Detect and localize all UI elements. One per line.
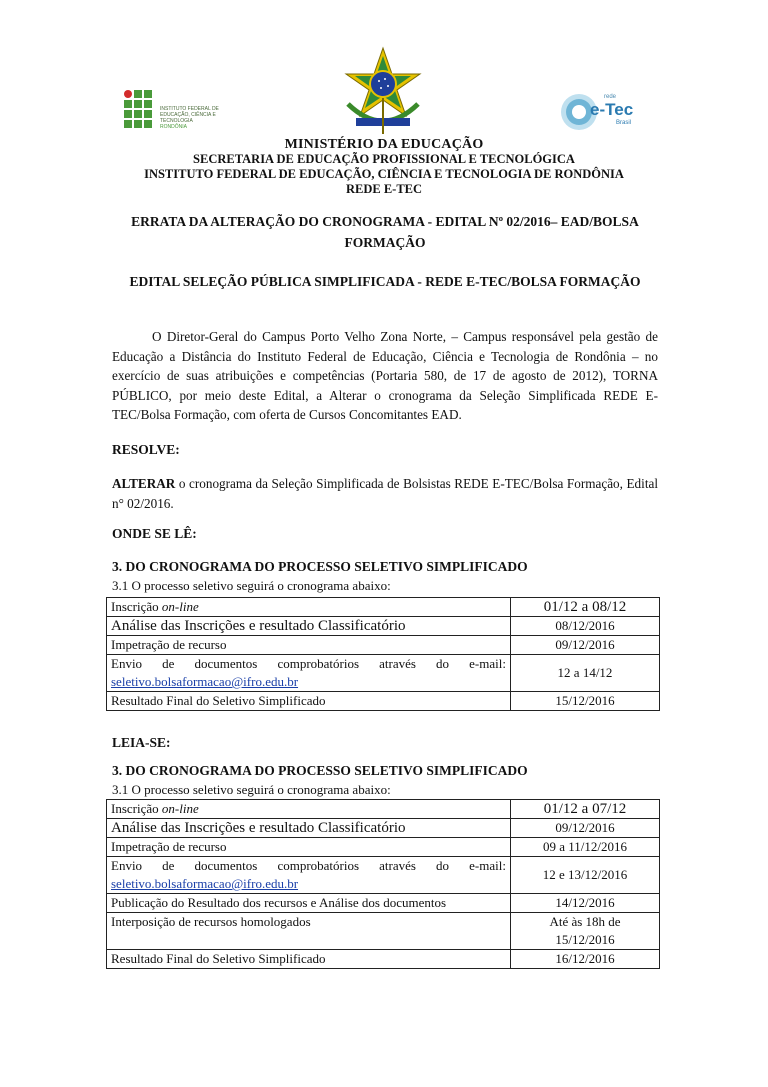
row-label: Impetração de recurso: [107, 636, 511, 655]
row-label: Impetração de recurso: [107, 838, 511, 857]
email-link[interactable]: seletivo.bolsaformacao@ifro.edu.br: [111, 674, 299, 689]
edital-title: EDITAL SELEÇÃO PÚBLICA SIMPLIFICADA - REDE E-TEC/BOLSA FORMAÇÃO: [129, 274, 641, 289]
schedule-table-corrected: [106, 799, 660, 969]
row-date: 09 a 11/12/2016: [511, 838, 660, 857]
row-date: 12 e 13/12/2016: [511, 857, 660, 894]
table-row: [107, 857, 660, 894]
row-date-line-1: Até às 18h de: [549, 914, 621, 929]
etec-logo-main: e-Tec: [590, 100, 634, 119]
word: do: [436, 656, 450, 671]
table-cell: [107, 598, 511, 617]
email-link[interactable]: seletivo.bolsaformacao@ifro.edu.br: [111, 876, 299, 891]
row-date: 12 a 14/12: [511, 655, 660, 692]
word: e-mail:: [469, 656, 506, 671]
row-label: Resultado Final do Seletivo Simplificado: [107, 950, 511, 969]
word: comprobatórios: [277, 858, 360, 873]
table-row: [107, 800, 660, 819]
section-title-2: 3. DO CRONOGRAMA DO PROCESSO SELETIVO SIMPLIFICADO: [112, 763, 528, 778]
row-label: Interposição de recursos homologados: [107, 913, 511, 950]
row-label: Inscrição: [111, 599, 162, 614]
row-date-line-2: 15/12/2016: [555, 932, 615, 947]
row-label: [111, 857, 506, 875]
row-label-italic: on-line: [161, 599, 199, 614]
alterar-paragraph: [112, 474, 658, 514]
table-row: [107, 819, 660, 838]
leia-se-heading: LEIA-SE:: [112, 735, 171, 750]
row-label: Análise das Inscrições e resultado Classificatório: [107, 819, 511, 838]
intro-paragraph: O Diretor-Geral do Campus Porto Velho Zona Norte, – Campus responsável pela gestão de Educação a Distância do Instituto Federal de Educação, Ciência e Tecnologia de Rondônia – no exercício de suas atribuições e competências (Portaria 580, de 17 de agosto de 2012), TORNA PÚBLICO, por meio deste Edital, a Alterar o cronograma da Seleção Simplificada REDE E-TEC/Bolsa Formação, com oferta de Cursos Concomitantes EAD.: [112, 329, 658, 422]
word: Envio: [111, 858, 143, 873]
word: através: [379, 656, 416, 671]
network-title: REDE E-TEC: [345, 182, 423, 196]
table-row: [107, 655, 660, 692]
word: documentos: [194, 656, 258, 671]
table-row: [107, 636, 660, 655]
table-row: [107, 598, 660, 617]
section-title-1: 3. DO CRONOGRAMA DO PROCESSO SELETIVO SIMPLIFICADO: [112, 559, 528, 574]
table-row: [107, 950, 660, 969]
ministry-title-text: MINISTÉRIO DA EDUCAÇÃO: [284, 137, 484, 152]
institute-title: INSTITUTO FEDERAL DE EDUCAÇÃO, CIÊNCIA E TECNOLOGIA DE RONDÔNIA: [144, 167, 624, 181]
schedule-table-original: [106, 597, 660, 711]
etec-logo: [560, 92, 642, 136]
row-date: [511, 913, 660, 950]
ifro-logo-text-2: EDUCAÇÃO, CIÊNCIA E TECNOLOGIA: [160, 112, 216, 124]
word: de: [162, 656, 175, 671]
section-subtitle-1: 3.1 O processo seletivo seguirá o cronograma abaixo:: [112, 578, 391, 593]
row-date: 16/12/2016: [511, 950, 660, 969]
row-date: 01/12 a 07/12: [511, 800, 660, 819]
table-cell: [107, 655, 511, 692]
ifro-logo-text-1: INSTITUTO FEDERAL DE: [160, 106, 219, 112]
row-date: 09/12/2016: [511, 819, 660, 838]
etec-logo-small: rede: [604, 94, 617, 100]
alterar-text: o cronograma da Seleção Simplificada de Bolsistas REDE E-TEC/Bolsa Formação, Edital n° 02/2016.: [112, 476, 658, 511]
alterar-lead: ALTERAR: [112, 476, 176, 491]
secretariat-title: SECRETARIA DE EDUCAÇÃO PROFISSIONAL E TECNOLÓGICA: [193, 152, 575, 166]
table-row: [107, 838, 660, 857]
etec-logo-sub: Brasil: [616, 120, 632, 126]
resolve-heading: RESOLVE:: [112, 442, 180, 457]
row-date: 09/12/2016: [511, 636, 660, 655]
table-cell: [107, 857, 511, 894]
row-date: 14/12/2016: [511, 894, 660, 913]
word: de: [162, 858, 175, 873]
row-label: Inscrição: [111, 801, 162, 816]
table-row: [107, 617, 660, 636]
ifro-logo-text-3: RONDÔNIA: [160, 124, 187, 130]
row-date: 01/12 a 08/12: [511, 598, 660, 617]
table-row: [107, 894, 660, 913]
row-label: Análise das Inscrições e resultado Classificatório: [107, 617, 511, 636]
row-label: Publicação do Resultado dos recursos e Análise dos documentos: [107, 894, 511, 913]
section-subtitle-2: 3.1 O processo seletivo seguirá o cronograma abaixo:: [112, 782, 391, 797]
errata-title: ERRATA DA ALTERAÇÃO DO CRONOGRAMA - EDITAL Nº 02/2016– EAD/BOLSA FORMAÇÃO: [131, 214, 639, 250]
row-date: 08/12/2016: [511, 617, 660, 636]
row-label: Resultado Final do Seletivo Simplificado: [107, 692, 511, 711]
table-cell: [107, 800, 511, 819]
word: e-mail:: [469, 858, 506, 873]
word: Envio: [111, 656, 143, 671]
word: documentos: [194, 858, 258, 873]
word: através: [379, 858, 416, 873]
word: do: [436, 858, 450, 873]
ministry-title: [0, 137, 768, 153]
table-row: [107, 913, 660, 950]
row-date: 15/12/2016: [511, 692, 660, 711]
ifro-logo: [124, 90, 236, 132]
table-row: [107, 692, 660, 711]
onde-se-le-heading: ONDE SE LÊ:: [112, 526, 197, 541]
coat-of-arms-icon: [338, 46, 428, 138]
row-label: [111, 655, 506, 673]
word: comprobatórios: [277, 656, 360, 671]
row-label-italic: on-line: [161, 801, 199, 816]
